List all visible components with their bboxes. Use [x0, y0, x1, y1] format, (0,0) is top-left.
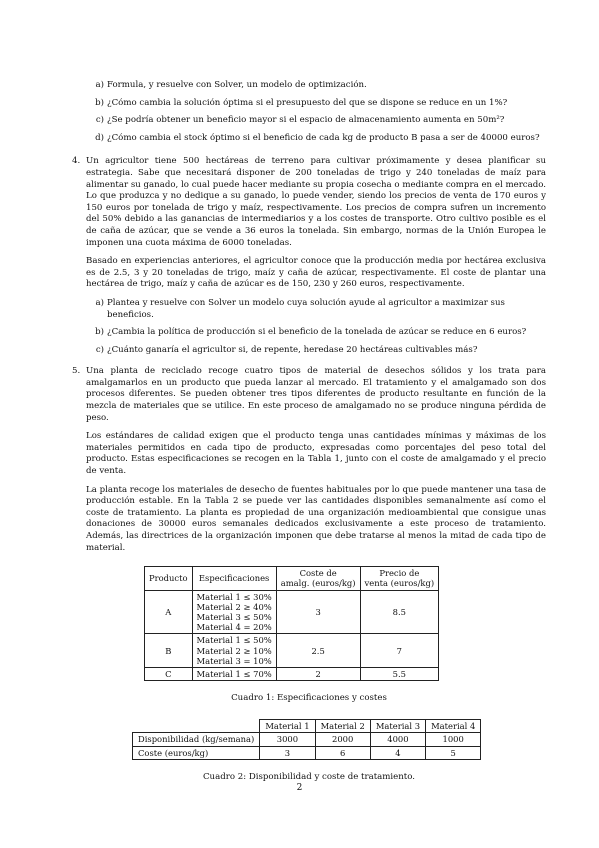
price-cell: 8.5: [360, 590, 439, 634]
cost-cell: 2.5: [276, 634, 360, 668]
column-header: Material 2: [315, 719, 370, 732]
availability-table: [132, 719, 481, 760]
paragraph: Basado en experiencias anteriores, el agricultor conoce que la producción media por hectárea exclusiva es de 2.5, 3 y 20 toneladas de trigo, maíz y caña de azúcar, respectivamente. El coste de plantar una hectárea de trigo, maíz y caña de azúcar es de 150, 230 y 260 euros, respectivamente.: [86, 256, 546, 290]
specs-cell: Material 1 ≤ 70%: [192, 668, 276, 681]
paragraph: Una planta de reciclado recoge cuatro tipos de material de desechos sólidos y los trata para amalgamarlos en un producto que pueda lanzar al mercado. El tratamiento y el amalgamado son dos procesos diferentes. Se pueden obtener tres tipos diferentes de producto resultante en función de la mezcla de materiales que se utilice. En este proceso de amalgamado no se produce ninguna pérdida de peso.: [86, 366, 546, 423]
table-row: [145, 590, 439, 634]
list-item: a) Plantea y resuelve con Solver un modelo cuya solución ayude al agricultor a maximizar sus beneficios.: [95, 297, 505, 320]
problem-number: 4.: [72, 156, 81, 167]
table-cell: 3: [260, 746, 315, 759]
column-header: Material 4: [426, 719, 481, 732]
table-caption: Cuadro 1: Especificaciones y costes: [231, 693, 387, 704]
table-cell: 4: [370, 746, 425, 759]
table-row: [133, 733, 481, 746]
problem-4-items: [90, 298, 546, 356]
table-cell: 6: [315, 746, 370, 759]
paragraph: Los estándares de calidad exigen que el producto tenga unas cantidades mínimas y máximas de los materiales permitidos en cada tipo de producto, expresadas como porcentajes del peso total del producto. Estas especificaciones se recogen en la Tabla 1, junto con el coste de amalgamado y el precio de venta.: [86, 431, 546, 477]
product-cell: A: [145, 590, 193, 634]
problem-5: [72, 366, 546, 783]
specs-cell: Material 1 ≤ 30% Material 2 ≥ 40% Material 3 ≤ 50% Material 4 = 20%: [192, 590, 276, 634]
table-row: [133, 746, 481, 759]
column-header: Especificaciones: [192, 567, 276, 590]
table-row: [145, 634, 439, 668]
problem-4: [72, 156, 546, 356]
list-item: a) Formula, y resuelve con Solver, un modelo de optimización.: [95, 80, 367, 90]
page-number: 2: [296, 783, 303, 793]
column-header: Coste de amalg. (euros/kg): [276, 567, 360, 590]
table-cell: 2000: [315, 733, 370, 746]
table-header-row: [133, 719, 481, 732]
specifications-table: [144, 566, 439, 681]
product-cell: B: [145, 634, 193, 668]
list-item: c) ¿Cuánto ganaría el agricultor si, de repente, heredase 20 hectáreas cultivables más?: [95, 344, 478, 355]
column-header: Producto: [145, 567, 193, 590]
price-cell: 5.5: [360, 668, 439, 681]
column-header: Precio de venta (euros/kg): [360, 567, 439, 590]
table-cell: 4000: [370, 733, 425, 746]
cost-cell: 3: [276, 590, 360, 634]
table-header-row: [145, 567, 439, 590]
table-row: [145, 668, 439, 681]
price-cell: 7: [360, 634, 439, 668]
paragraph: La planta recoge los materiales de desecho de fuentes habituales por lo que puede mantener una tasa de producción estable. En la Tabla 2 se puede ver las cantidades disponibles semanalmente así como el coste de tratamiento. La planta es propiedad de una organización medioambiental que consigue unas donaciones de 30000 euros semanales dedicados exclusivamente a este proceso de tratamiento. Además, las directrices de la organización imponen que debe tratarse al menos la mitad de cada tipo de material.: [86, 484, 546, 553]
list-item: b) ¿Cómo cambia la solución óptima si el presupuesto del que se dispone se reduce en un 1%?: [95, 97, 508, 108]
document-page: [72, 80, 546, 784]
list-item: d) ¿Cómo cambia el stock óptimo si el beneficio de cada kg de producto B pasa a ser de 40000 euros?: [95, 132, 540, 143]
table-cell: 1000: [426, 733, 481, 746]
paragraph: Un agricultor tiene 500 hectáreas de terreno para cultivar próximamente y desea planificar su estrategia. Sabe que necesitará disponer de 200 toneladas de trigo y 240 toneladas de maíz para alimentar su ganado, lo cual puede hacer mediante su propia cosecha o mediante compra en el mercado. Lo que produzca y no dedique a su ganado, lo puede vender, siendo los precios de venta de 170 euros y 150 euros por tonelada de trigo y maíz, respectivamente. Los precios de compra sufren un incremento del 50% debido a las ganancias de intermediarios y a los costes de transporte. Otro cultivo posible es el de caña de azúcar, que se vende a 36 euros la tonelada. Sin embargo, normas de la Unión Europea le imponen una cuota máxima de 6000 toneladas.: [86, 156, 546, 248]
previous-problem-items: [90, 80, 546, 144]
table-caption: Cuadro 2: Disponibilidad y coste de tratamiento.: [202, 772, 415, 783]
specs-cell: Material 1 ≤ 50% Material 2 ≥ 10% Material 3 = 10%: [192, 634, 276, 668]
product-cell: C: [145, 668, 193, 681]
problem-number: 5.: [72, 366, 81, 377]
column-header: Material 1: [260, 719, 315, 732]
row-label: Coste (euros/kg): [133, 746, 260, 759]
list-item: b) ¿Cambia la política de producción si el beneficio de la tonelada de azúcar se reduce en 6 euros?: [95, 327, 527, 338]
cost-cell: 2: [276, 668, 360, 681]
table-cell: 5: [426, 746, 481, 759]
table-cell: 3000: [260, 733, 315, 746]
column-header: Material 3: [370, 719, 425, 732]
row-label: Disponibilidad (kg/semana): [133, 733, 260, 746]
list-item: c) ¿Se podría obtener un beneficio mayor si el espacio de almacenamiento aumenta en 50m²?: [95, 115, 505, 126]
